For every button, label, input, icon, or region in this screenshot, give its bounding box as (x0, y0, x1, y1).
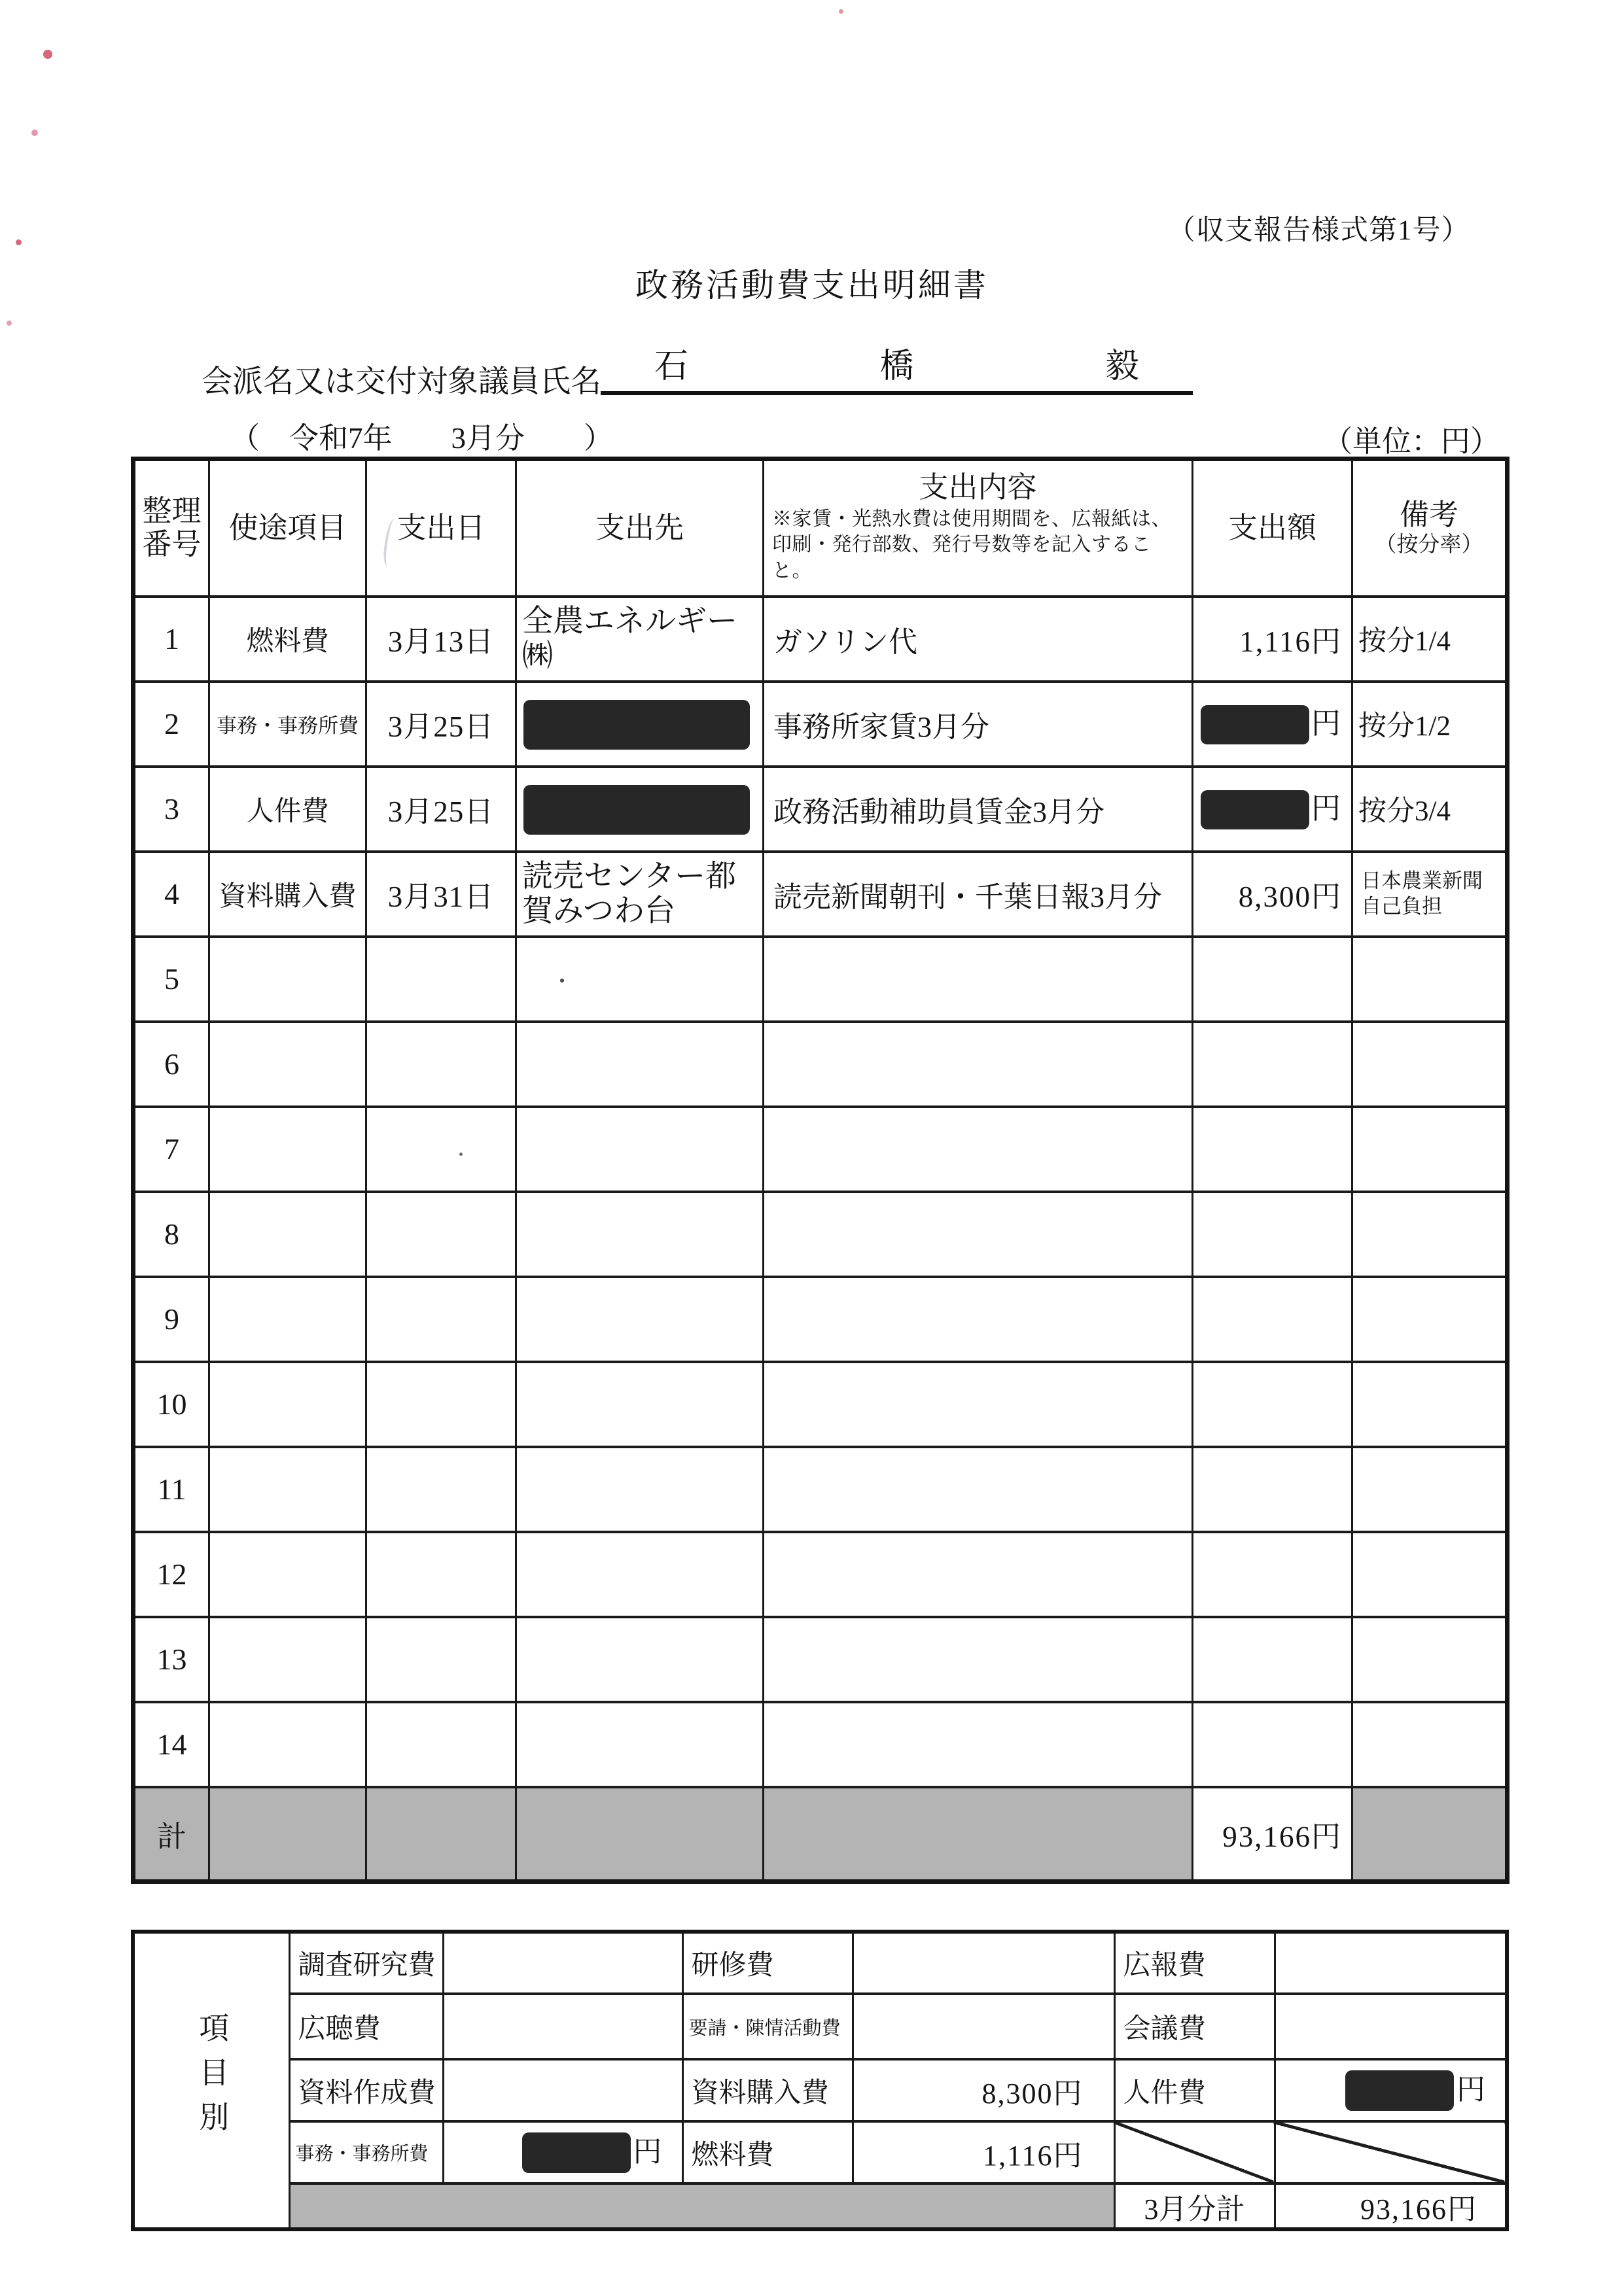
cell-note: 按分1/2 (1352, 682, 1508, 767)
amount-unit: 円 (1456, 2074, 1487, 2106)
summary-category-label: 要請・陳情活動費 (682, 1994, 853, 2059)
cell-date: 3月25日 (366, 767, 516, 852)
summary-row (133, 1932, 1507, 1994)
summary-category-label: 人件費 (1114, 2059, 1275, 2121)
header-note: 備考 （按分率） (1352, 459, 1508, 597)
summary-total-label: 3月分計 (1114, 2183, 1275, 2229)
cell-category: 事務・事務所費 (209, 682, 366, 767)
member-name-label: 会派名又は交付対象議員氏名 (202, 365, 601, 399)
cell-row-number: 10 (133, 1362, 209, 1447)
scan-speck (31, 130, 38, 136)
expense-detail-table (131, 457, 1509, 1884)
cell-row-number: 8 (133, 1192, 209, 1277)
summary-category-value (443, 2059, 682, 2121)
summary-category-value (1275, 1994, 1507, 2059)
summary-side-label: 項目別 (133, 1932, 289, 2229)
cell-row-number: 3 (133, 767, 209, 852)
summary-total-amount: 93,166円 (1275, 2183, 1507, 2229)
cell-category: 燃料費 (209, 597, 366, 682)
amount-unit: 円 (633, 2136, 663, 2168)
table-row (133, 1022, 1508, 1107)
table-row (133, 1702, 1508, 1787)
cell-row-number: 11 (133, 1447, 209, 1532)
table-row (133, 937, 1508, 1022)
summary-total-row (133, 2183, 1507, 2229)
cell-description: 読売新聞朝刊・千葉日報3月分 (764, 852, 1193, 937)
cell-row-number: 9 (133, 1277, 209, 1362)
cell-date: 3月31日 (366, 852, 516, 937)
table-header-row (133, 459, 1508, 597)
table-row (133, 1532, 1508, 1617)
summary-row (133, 2059, 1507, 2121)
table-row (133, 682, 1508, 767)
cell-payee-redacted (516, 767, 764, 852)
member-name-char: 石 (654, 348, 689, 385)
cell-description: 政務活動補助員賃金3月分 (764, 767, 1193, 852)
summary-category-label: 広聴費 (289, 1994, 443, 2059)
cell-row-number: 14 (133, 1702, 209, 1787)
cell-note: 按分1/4 (1352, 597, 1508, 682)
cell-row-number: 4 (133, 852, 209, 937)
header-content-note: ※家賃・光熱水費は使用期間を、広報紙は、印刷・発行部数、発行号数等を記入すること。 (772, 508, 1171, 582)
redaction-box (523, 785, 750, 835)
summary-category-label: 会議費 (1114, 1994, 1275, 2059)
table-row (133, 852, 1508, 937)
cell-amount-redacted (1193, 682, 1352, 767)
cell-row-number: 5 (133, 937, 209, 1022)
redaction-box (522, 2132, 631, 2173)
table-row (133, 597, 1508, 682)
form-number: （収支報告様式第1号） (1167, 215, 1470, 246)
table-row (133, 1192, 1508, 1277)
summary-row (133, 1994, 1507, 2059)
summary-category-value (853, 1932, 1114, 1994)
cell-payee-redacted (516, 682, 764, 767)
cell-amount: 8,300円 (1193, 852, 1352, 937)
cell-amount: 1,116円 (1193, 597, 1352, 682)
summary-gray-filler (289, 2183, 1114, 2229)
header-amount: 支出額 (1193, 459, 1352, 597)
summary-category-label: 資料作成費 (289, 2059, 443, 2121)
header-category: 使途項目 (209, 459, 366, 597)
cell-row-number: 6 (133, 1022, 209, 1107)
summary-category-value (853, 1994, 1114, 2059)
cell-category: 資料購入費 (209, 852, 366, 937)
header-date: 支出日 (366, 459, 516, 597)
cell-payee: 全農エネルギー㈱ (516, 597, 764, 682)
cell-row-number: 12 (133, 1532, 209, 1617)
cell-description: ガソリン代 (764, 597, 1193, 682)
summary-category-value (443, 1994, 682, 2059)
cell-row-number: 1 (133, 597, 209, 682)
report-period: （ 令和7年 3月分 ） (230, 422, 614, 455)
summary-category-label: 事務・事務所費 (289, 2121, 443, 2183)
summary-category-value (1275, 1932, 1507, 1994)
cell-row-number: 13 (133, 1617, 209, 1702)
table-row (133, 1362, 1508, 1447)
cell-row-number: 7 (133, 1107, 209, 1192)
header-payee: 支出先 (516, 459, 764, 597)
cell-category: 人件費 (209, 767, 366, 852)
cell-date: 3月13日 (366, 597, 516, 682)
amount-unit: 円 (1311, 792, 1342, 826)
table-total-row (133, 1787, 1508, 1882)
redaction-box (1201, 790, 1309, 829)
page-title: 政務活動費支出明細書 (635, 267, 989, 304)
table-row (133, 1277, 1508, 1362)
table-row (133, 1447, 1508, 1532)
header-content: 支出内容 ※家賃・光熱水費は使用期間を、広報紙は、印刷・発行部数、発行号数等を記入すること。 (764, 459, 1193, 597)
summary-category-label: 研修費 (682, 1932, 853, 1994)
member-name-char: 毅 (1104, 348, 1139, 385)
summary-category-label: 調査研究費 (289, 1932, 443, 1994)
cell-payee: 読売センター都賀みつわ台 (516, 852, 764, 937)
table-row (133, 1107, 1508, 1192)
header-entry-number: 整理 番号 (133, 459, 209, 597)
summary-category-value-redacted (1275, 2059, 1507, 2121)
summary-category-value (443, 1932, 682, 1994)
amount-unit: 円 (1311, 707, 1342, 740)
cell-row-number: 2 (133, 682, 209, 767)
member-name-value (601, 349, 1193, 395)
diagonal-blank-cell (1275, 2121, 1507, 2183)
scan-speck (839, 9, 843, 14)
diagonal-blank-cell (1114, 2121, 1275, 2183)
redaction-box (523, 700, 750, 750)
redaction-box (1201, 705, 1309, 744)
cell-description: 事務所家賃3月分 (764, 682, 1193, 767)
redaction-box (1345, 2070, 1454, 2111)
total-amount: 93,166円 (1193, 1787, 1352, 1882)
summary-category-value-redacted (443, 2121, 682, 2183)
scan-speck (16, 239, 22, 245)
summary-category-label: 資料購入費 (682, 2059, 853, 2121)
unit-label: （単位：円） (1323, 425, 1500, 458)
scan-speck (7, 321, 12, 326)
category-summary-table (131, 1930, 1509, 2231)
total-label: 計 (133, 1787, 209, 1882)
member-name-char: 橋 (879, 348, 914, 385)
summary-category-label: 広報費 (1114, 1932, 1275, 1994)
cell-date: 3月25日 (366, 682, 516, 767)
cell-amount-redacted (1193, 767, 1352, 852)
table-row (133, 1617, 1508, 1702)
cell-note: 日本農業新聞自己負担 (1352, 852, 1508, 937)
summary-category-value: 1,116円 (853, 2121, 1114, 2183)
cell-note: 按分3/4 (1352, 767, 1508, 852)
summary-category-value: 8,300円 (853, 2059, 1114, 2121)
summary-row (133, 2121, 1507, 2183)
summary-category-label: 燃料費 (682, 2121, 853, 2183)
scan-speck (43, 50, 52, 59)
table-row (133, 767, 1508, 852)
